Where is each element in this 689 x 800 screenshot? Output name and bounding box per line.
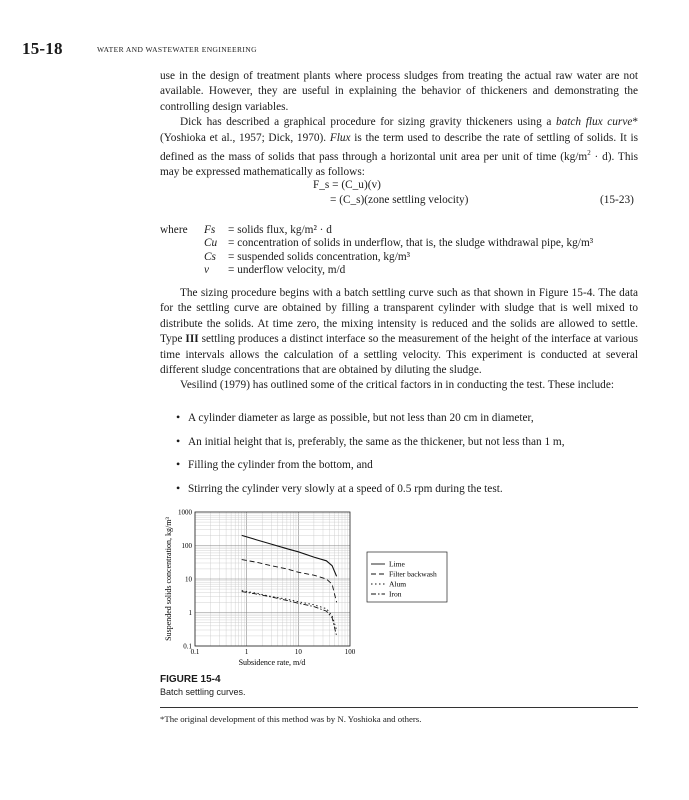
where-block (160, 224, 593, 278)
running-head: WATER AND WASTEWATER ENGINEERING (97, 45, 257, 54)
y-tick-label: 1000 (178, 508, 192, 517)
where-row: v = underflow velocity, m/d (204, 264, 346, 277)
legend-label: Alum (389, 579, 407, 589)
body-column-1 (160, 69, 638, 181)
x-tick-label: 10 (294, 648, 302, 656)
bullet-item: • Filling the cylinder from the bottom, and (176, 457, 373, 471)
series-line-lime (242, 535, 337, 576)
bullet-list (176, 410, 565, 504)
equation-line-1: F_s = (C_u)(v) (313, 179, 381, 191)
bullet-dot-icon: • (176, 410, 181, 424)
equation-line-2: = (C_s)(zone settling velocity) (330, 194, 469, 206)
x-tick-label: 0.1 (190, 648, 200, 656)
page-number: 15-18 (22, 39, 63, 58)
chart-grid (195, 512, 350, 646)
bullet-dot-icon: • (176, 457, 181, 471)
bullet-item: • An initial height that is, preferably, the same as the thickener, but not less than 1 m, (176, 433, 565, 448)
bullet-item: • Stirring the cylinder very slowly at a speed of 0.5 rpm during the test. (176, 480, 503, 495)
footnote-rule (160, 707, 638, 708)
y-axis-label: Suspended solids concentration, kg/m³ (164, 517, 173, 641)
legend-label: Lime (389, 559, 405, 569)
where-row: Cu = concentration of solids in underflow, that is, the sludge withdrawal pipe, kg/m³ (204, 237, 594, 250)
legend (367, 552, 447, 602)
paragraph-1: use in the design of treatment plants where process sludges from treating the actual raw water are not available. However, they are useful in explaining the behavior of thickeners and demonstrating the controlling design variables. (160, 70, 638, 113)
bullet-dot-icon: • (176, 433, 181, 448)
paragraph-4: Vesilind (1979) has outlined some of the critical factors in in conducting the test. These include: (180, 379, 614, 392)
series-layer (242, 535, 337, 636)
footnote: *The original development of this method was by N. Yoshioka and others. (160, 714, 422, 724)
paragraph-2: Dick has described a graphical procedure for sizing gravity thickeners using a batch flux curve* (Yoshioka et al., 1957; Dick, 1970). Flux is the term used to describe the rate of settling of solids. It is defined as the mass of solids that pass through a horizontal unit area per unit of time $(kg/m^2 \cdot d)$. This may be expressed mathematically as follows: (160, 116, 639, 179)
where-row: Cs = suspended solids concentration, kg/m³ (204, 250, 411, 263)
bullet-dot-icon: • (176, 480, 181, 495)
x-tick-label: 1 (244, 648, 249, 656)
equation-number: (15-23) (600, 194, 634, 206)
y-tick-label: 1 (188, 609, 192, 617)
figure-caption: Batch settling curves. (160, 687, 246, 697)
series-line-filter-backwash (242, 560, 337, 603)
where-row: where Fs = solids flux, kg/m² · d (160, 224, 332, 236)
y-tick-label: 100 (181, 542, 192, 550)
legend-label: Iron (389, 589, 402, 599)
figure-label: FIGURE 15-4 (160, 674, 221, 685)
legend-label: Filter backwash (389, 569, 437, 579)
body-column-2 (160, 286, 638, 394)
series-line-iron (242, 592, 337, 636)
y-tick-label: 10 (185, 575, 192, 584)
y-tick-label: 0.1 (183, 642, 192, 651)
x-tick-label: 100 (344, 648, 356, 656)
x-axis-label: Subsidence rate, m/d (238, 658, 306, 667)
paragraph-3: The sizing procedure begins with a batch settling curve such as that shown in Figure 15-4. The data for the settling curve are obtained by filling a transparent cylinder with sludge that is well mixed to distribute the solids. At time zero, the mixing intensity is reduced and the solids are allowed to settle. Type III settling produces a distinct interface so the measurement of the height of the interface at various time intervals allows the calculation of a settling velocity. This experiment is conducted at several different sludge concentrations that are obtained by diluting the sludge. (160, 287, 638, 377)
bullet-item: • A cylinder diameter as large as possible, but not less than 20 cm in diameter, (176, 410, 534, 424)
batch-settling-chart (155, 500, 485, 670)
